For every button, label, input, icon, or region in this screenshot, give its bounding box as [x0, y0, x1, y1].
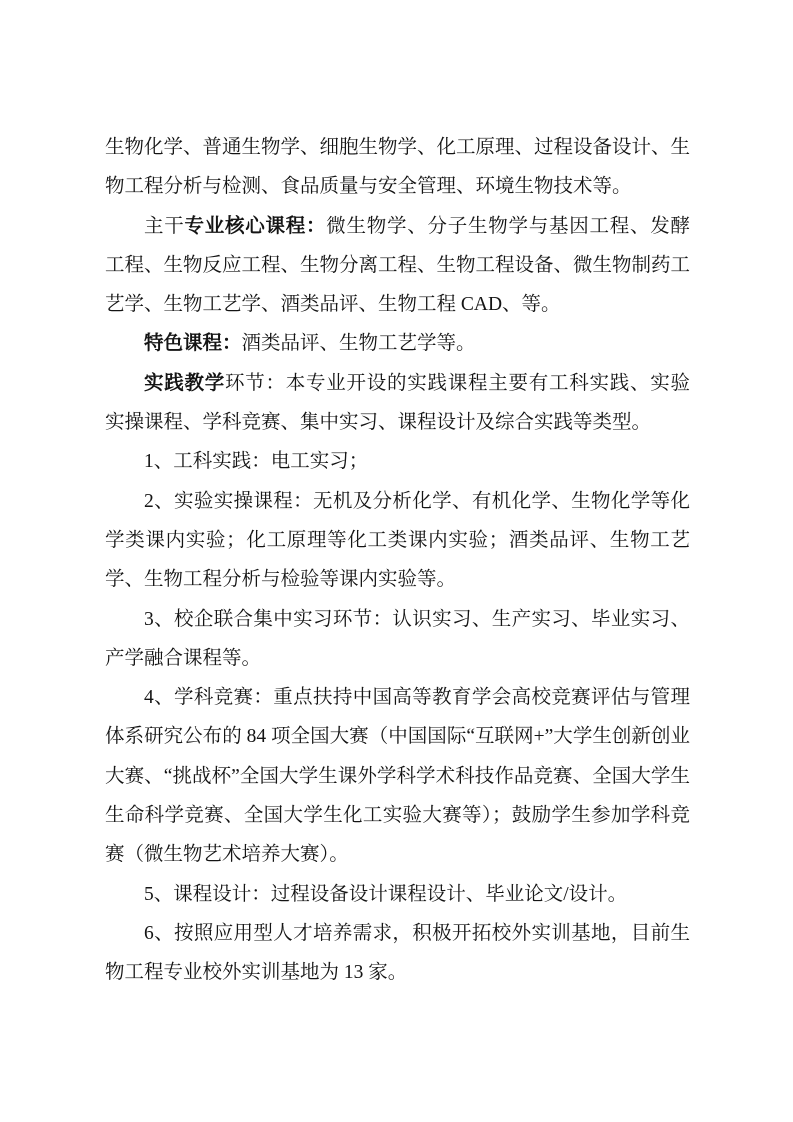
- paragraph: [105, 128, 690, 207]
- text-run: 生物化学、普通生物学、细胞生物学、化工原理、过程设备设计、生物工程分析与检测、食品质量与安全管理、环境生物技术等。: [105, 137, 691, 198]
- text-run: 5、课程设计：过程设备设计课程设计、毕业论文/设计。: [144, 883, 628, 905]
- paragraph: [105, 678, 690, 874]
- text-run: 2、实验实操课程：无机及分析化学、有机化学、生物化学等化学类课内实验；化工原理等化工类课内实验；酒类品评、生物工艺学、生物工程分析与检验等课内实验等。: [105, 490, 690, 591]
- paragraph: [105, 364, 690, 443]
- paragraph: [105, 442, 690, 481]
- bold-text-run: 特色课程：: [144, 333, 242, 355]
- text-run: 酒类品评、生物工艺学等。: [241, 333, 476, 355]
- paragraph: [105, 207, 690, 325]
- paragraph: [105, 914, 690, 993]
- text-run: 微生物学、分子生物学与基因工程、发酵工程、生物反应工程、生物分离工程、生物工程设备、微生物制药工艺学、生物工艺学、酒类品评、生物工程 CAD、等。: [105, 215, 691, 316]
- text-run: 4、学科竞赛：重点扶持中国高等教育学会高校竞赛评估与管理体系研究公布的 84 项全国大赛（中国国际“互联网+”大学生创新创业大赛、“挑战杯”全国大学生课外学科学术科技作品竞赛、全国大学生生命科学竞赛、全国大学生化工实验大赛等）；鼓励学生参加学科竞赛（微生物艺术培养大赛）。: [105, 687, 690, 866]
- bold-text-run: 实践教学: [144, 372, 225, 394]
- paragraph: [105, 875, 690, 914]
- paragraph: [105, 482, 690, 600]
- text-run: 3、校企联合集中实习环节：认识实习、生产实习、毕业实习、产学融合课程等。: [105, 608, 690, 669]
- text-run: 环节：本专业开设的实践课程主要有工科实践、实验实操课程、学科竞赛、集中实习、课程设计及综合实践等类型。: [105, 372, 690, 434]
- text-run: 1、工科实践：电工实习；: [144, 451, 369, 473]
- text-run: 6、按照应用型人才培养需求，积极开拓校外实训基地，目前生物工程专业校外实训基地为 13 家。: [105, 922, 690, 984]
- paragraph: [105, 600, 690, 679]
- text-run: 主干: [144, 215, 185, 237]
- document-body: [105, 128, 690, 993]
- paragraph: [105, 324, 690, 363]
- bold-text-run: 专业核心课程：: [184, 215, 327, 237]
